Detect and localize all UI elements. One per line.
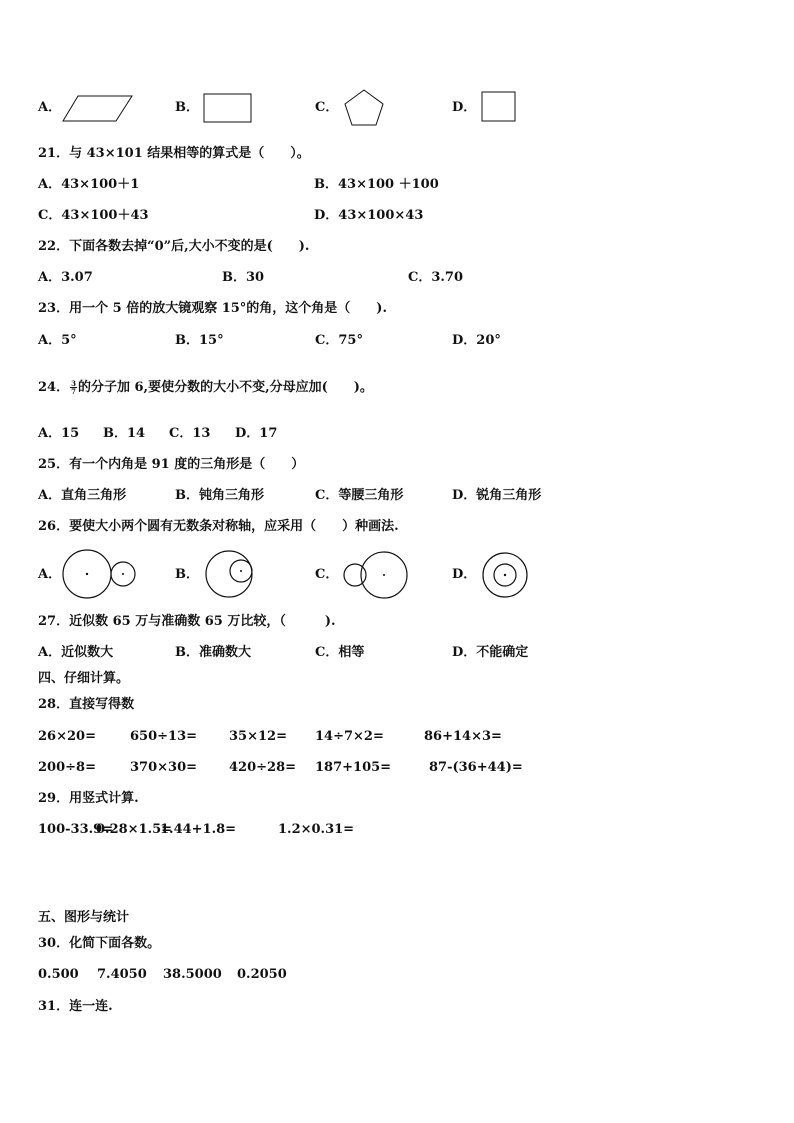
rectangle-icon xyxy=(203,93,253,123)
q30-stem: 30．化简下面各数。 xyxy=(38,936,161,951)
q21-option-d[interactable]: D．43×100×43 xyxy=(314,208,424,223)
q24-option-c[interactable]: C．13 xyxy=(169,426,211,441)
q25-option-d[interactable]: D．锐角三角形 xyxy=(452,488,542,503)
q28-item: 86+14×3= xyxy=(424,729,502,744)
q24-stem xyxy=(38,380,373,396)
q21-option-a[interactable]: A．43×100＋1 xyxy=(38,177,140,192)
q22-stem: 22．下面各数去掉“0”后,大小不变的是( ). xyxy=(38,239,310,254)
q28-item: 14÷7×2= xyxy=(315,729,384,744)
q22-option-b[interactable]: B．30 xyxy=(222,270,265,285)
q23-option-b[interactable]: B．15° xyxy=(175,333,224,348)
q26-option-d[interactable]: D． xyxy=(452,567,477,582)
pentagon-icon xyxy=(343,89,385,127)
q26-option-b[interactable]: B． xyxy=(175,567,199,582)
q22-option-c[interactable]: C．3.70 xyxy=(408,270,464,285)
q24-option-d[interactable]: D．17 xyxy=(235,426,278,441)
q29-stem: 29．用竖式计算. xyxy=(38,791,139,806)
q28-item: 187+105= xyxy=(315,760,392,775)
q23-option-d[interactable]: D．20° xyxy=(452,333,501,348)
q24-stem-text: 的分子加 6,要使分数的大小不变,分母应加( )。 xyxy=(77,380,373,395)
q26-stem: 26．要使大小两个圆有无数条对称轴，应采用（ ）种画法. xyxy=(38,519,399,534)
q25-option-c[interactable]: C．等腰三角形 xyxy=(315,488,404,503)
q31-stem: 31．连一连. xyxy=(38,999,113,1014)
q26-option-c[interactable]: C． xyxy=(315,567,339,582)
q28-stem: 28．直接写得数 xyxy=(38,697,135,712)
q20-option-b[interactable]: B． xyxy=(175,100,199,115)
q20-option-a[interactable]: A． xyxy=(38,100,62,115)
q23-stem: 23．用一个 5 倍的放大镜观察 15°的角，这个角是（ ). xyxy=(38,301,387,316)
q29-item: 1.44+1.8= xyxy=(160,822,237,837)
q30-item: 0.2050 xyxy=(237,967,287,982)
q28-item: 87-(36+44)= xyxy=(429,760,523,775)
q28-item: 370×30= xyxy=(130,760,198,775)
q30-item: 38.5000 xyxy=(163,967,222,982)
q22-option-a[interactable]: A．3.07 xyxy=(38,270,93,285)
q25-option-a[interactable]: A．直角三角形 xyxy=(38,488,127,503)
q28-item: 26×20= xyxy=(38,729,96,744)
q21-option-b[interactable]: B．43×100 ＋100 xyxy=(314,177,439,192)
square-icon xyxy=(481,91,516,122)
q27-option-c[interactable]: C．相等 xyxy=(315,645,365,660)
q24-option-a[interactable]: A．15 xyxy=(38,426,80,441)
q26-option-a[interactable]: A． xyxy=(38,567,62,582)
q24-number: 24． xyxy=(38,380,70,395)
q21-option-c[interactable]: C．43×100＋43 xyxy=(38,208,149,223)
q27-option-d[interactable]: D．不能确定 xyxy=(452,645,529,660)
q29-item: 0.28×1.5= xyxy=(96,822,173,837)
q20-option-c[interactable]: C． xyxy=(315,100,339,115)
q23-option-c[interactable]: C．75° xyxy=(315,333,363,348)
intersecting-circles-icon xyxy=(342,551,412,599)
concentric-circles-icon xyxy=(481,551,529,599)
q28-item: 420÷28= xyxy=(229,760,297,775)
separate-circles-icon xyxy=(60,549,140,599)
section-5-heading: 五、图形与统计 xyxy=(38,910,130,925)
q24-fraction: $\frac{3}{7}$ xyxy=(71,379,76,396)
q30-item: 0.500 xyxy=(38,967,79,982)
internally-tangent-circles-icon xyxy=(204,549,254,599)
q21-stem: 21．与 43×101 结果相等的算式是（ ）。 xyxy=(38,146,310,161)
q28-item: 35×12= xyxy=(229,729,287,744)
q30-item: 7.4050 xyxy=(97,967,147,982)
q29-item: 1.2×0.31= xyxy=(278,822,355,837)
parallelogram-icon xyxy=(62,94,134,124)
q25-stem: 25．有一个内角是 91 度的三角形是（ ） xyxy=(38,457,305,472)
q23-option-a[interactable]: A．5° xyxy=(38,333,77,348)
q25-option-b[interactable]: B．钝角三角形 xyxy=(175,488,264,503)
q20-option-d[interactable]: D． xyxy=(452,100,477,115)
q27-option-b[interactable]: B．准确数大 xyxy=(175,645,251,660)
q28-item: 200÷8= xyxy=(38,760,96,775)
section-4-heading: 四、仔细计算。 xyxy=(38,671,130,686)
q27-stem: 27．近似数 65 万与准确数 65 万比较，（ ). xyxy=(38,614,336,629)
q28-item: 650÷13= xyxy=(130,729,198,744)
q29-item: 100-33.9= xyxy=(38,822,114,837)
q27-option-a[interactable]: A．近似数大 xyxy=(38,645,114,660)
q24-option-b[interactable]: B．14 xyxy=(103,426,146,441)
